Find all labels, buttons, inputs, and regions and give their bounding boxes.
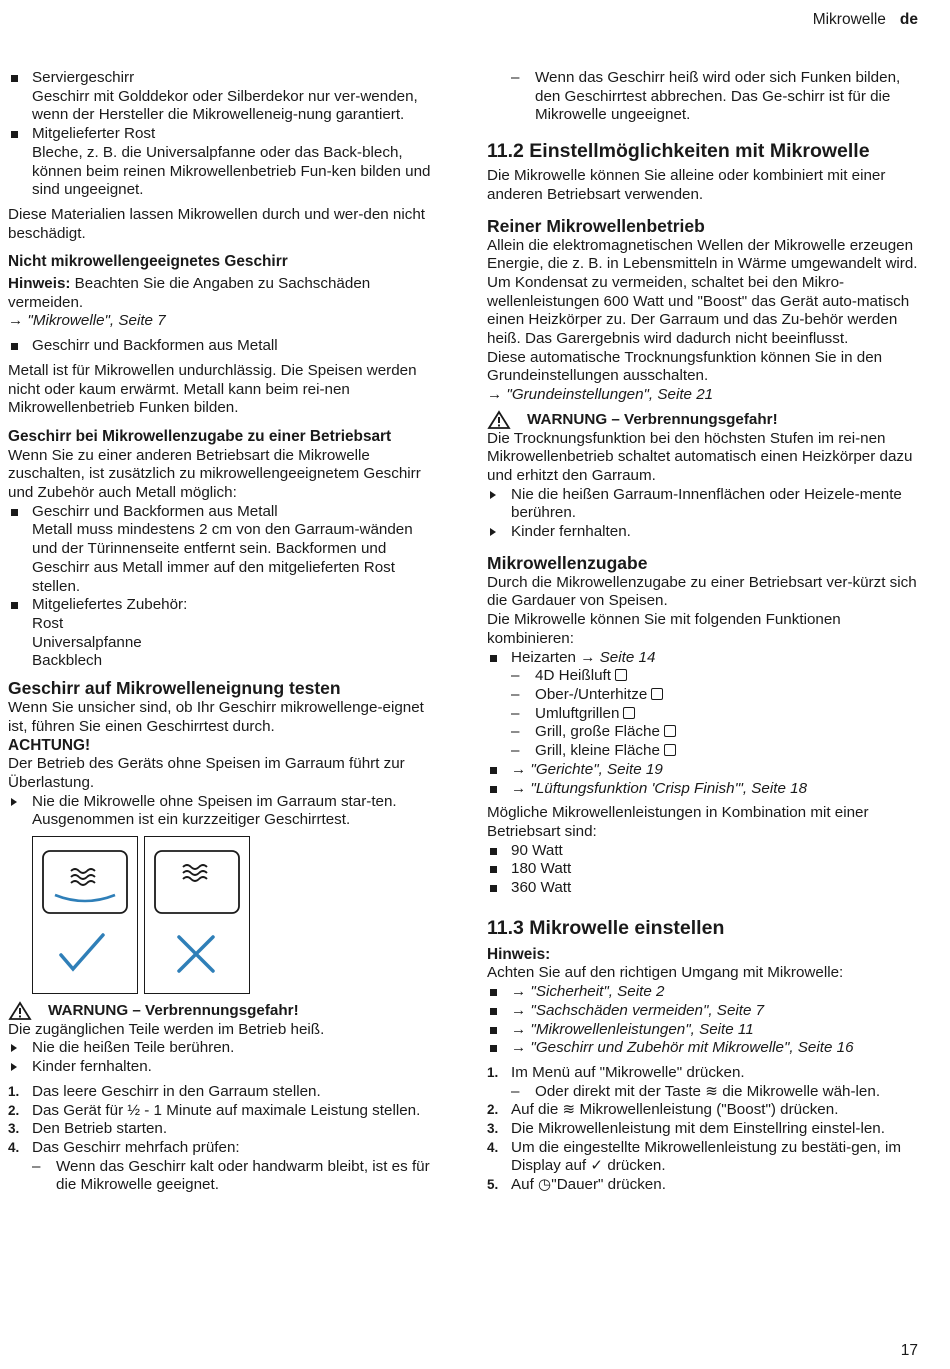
list-item [487,879,919,898]
paragraph: Diese automatische Trocknungsfunktion können Sie in den Grundeinstellungen ausschalten. [487,348,883,385]
step-item [8,1139,440,1158]
microwave-waves-icon: ≋ [705,1082,718,1100]
left-column [8,69,440,1195]
paragraph: Durch die Mikrowellenzugabe zu einer Betriebsart ver-kürzt sich die Gardauer von Speisen. [487,573,917,610]
instruction-item [487,523,919,542]
wattage-value: 360 Watt [511,879,572,897]
arrow-right-icon: → [511,779,531,797]
cross-reference-link[interactable] [8,312,440,331]
cross-reference-link[interactable] [580,649,655,666]
paragraph: Allein die elektromagnetischen Wellen der Mikrowelle erzeugen Energie, die z. B. in Lebensmitteln in Wärme umgewandelt wird. [487,236,918,273]
paragraph: Diese Materialien lassen Mikrowellen durch und wer-den nicht beschädigt. [8,205,426,242]
list-item-text: Geschirr mit Golddekor oder Silberdekor nur ver-wenden, wenn der Hersteller die Mikrowelleneig-nung garantiert. [32,87,418,124]
arrow-right-icon: → [511,760,531,778]
microwave-suitable-icon [33,837,137,993]
warning-triangle-icon [487,410,511,430]
sub-step-item [487,1083,919,1102]
cross-reference-link[interactable] [511,983,919,1002]
warning-title: WARNUNG – Verbrennungsgefahr! [527,410,778,428]
arrow-right-icon: → [511,983,531,1001]
step-number: 5. [487,1177,499,1193]
list-item [487,860,919,879]
list-item [487,842,919,861]
list-item [487,649,919,668]
heating-mode-item [487,667,919,686]
list-item [8,337,440,356]
list-item-title: Mitgelieferter Rost [32,125,156,143]
paragraph: Metall ist für Mikrowellen undurchlässig. Die Speisen werden nicht oder kaum erwärmt. Metall kann beim rei-nen Mikrowellenbetrieb Funken bilden. [8,361,417,417]
step-text: Den Betrieb starten. [32,1120,168,1138]
instruction-text: Nie die heißen Teile berühren. [32,1039,235,1057]
instruction-item [8,1039,440,1058]
top-bottom-heat-icon [651,688,663,700]
page-number: 17 [900,1342,918,1360]
reference-text: "Geschirr und Zubehör mit Mikrowelle", Seite 16 [530,1039,854,1057]
dish-test-figure [8,836,258,996]
list-item [8,503,440,597]
warning-title: WARNUNG – Verbrennungsgefahr! [48,1002,299,1020]
arrow-right-icon: → [487,386,507,404]
step-number: 4. [487,1139,499,1155]
cross-reference-link[interactable] [511,761,919,780]
list-item-title: Mitgeliefertes Zubehör: [32,596,188,614]
arrow-right-icon: → [8,312,28,330]
subsection-heading: Geschirr auf Mikrowelleneignung testen [8,678,341,699]
list-item [8,596,440,671]
instruction-item [487,486,919,523]
arrow-right-icon: → [580,648,600,666]
unsuitable-dish-panel [144,836,250,994]
list-item-text: Geschirr und Backformen aus Metall [32,337,278,355]
reference-text: "Lüftungsfunktion 'Crisp Finish'", Seite 18 [530,779,808,797]
instruction-item [8,1058,440,1077]
heating-mode-label: Umluftgrillen [535,704,620,722]
list-item [8,125,440,200]
paragraph: Wenn Sie zu einer anderen Betriebsart die Mikrowelle zuschalten, ist zusätzlich zu mikrowellengeeignetem Geschirr und Zubehör auch Metall möglich: [8,446,421,502]
section-heading: Geschirr bei Mikrowellenzugabe zu einer Betriebsart [8,427,392,445]
hinweis-label: Hinweis: [487,945,551,963]
arrow-right-icon: → [511,1039,531,1057]
hot-air-4d-icon [615,669,627,681]
step-text: Auf die [511,1101,563,1119]
sub-step-item [487,69,919,125]
step-text: Das leere Geschirr in den Garraum stellen. [32,1082,321,1100]
list-item-text: Metall muss mindestens 2 cm von den Garraum-wänden und der Türinnenseite entfernt sein. Backformen und Geschirr aus Metall immer auf den mitgelieferten Rost stellen. [32,521,413,595]
sub-step-text: – Wenn das Geschirr heiß wird oder sich Funken bilden, den Geschirrtest abbrechen. Das Ge-schirr ist für die Mikrowelle ungeeignet. [535,69,901,124]
step-text: Mikrowellenleistung ("Boost") drücken. [575,1101,839,1119]
step-item [487,1064,919,1083]
heating-mode-item [487,742,919,761]
warning-triangle-icon [8,1001,32,1021]
step-number: 2. [487,1102,499,1118]
sub-step-text: die Mikrowelle wäh-len. [717,1082,881,1100]
list-item [487,1002,919,1021]
step-item [487,1120,919,1139]
reference-text: "Grundeinstellungen", Seite 21 [506,386,714,404]
reference-text: "Gerichte", Seite 19 [530,760,663,778]
fan-grill-icon [623,707,635,719]
paragraph: Um Kondensat zu vermeiden, schaltet bei den Mikro-wellenleistungen 600 Watt und "Boost" das Gerät auto-matisch einen Heizkörper zu. Der Garraum und das Zu-behör werden heiß. Das Garergebnis wird dadurch nicht beeinflusst. [487,273,910,348]
list-item [487,761,919,780]
list-item-text: Heizarten [511,648,581,666]
wattage-value: 180 Watt [511,860,572,878]
grill-large-icon [664,725,676,737]
chapter-heading: 11.3 Mikrowelle einstellen [487,916,725,939]
paragraph: Die Mikrowelle können Sie alleine oder kombiniert mit einer anderen Betriebsart verwenden. [487,167,886,203]
heating-mode-label: Grill, große Fläche [535,723,660,741]
step-number: 1. [8,1083,20,1099]
cross-reference-link[interactable] [511,1002,919,1021]
page-header [813,11,918,30]
step-item [487,1101,919,1120]
step-text: Um die eingestellte Mikrowellenleistung zu bestäti-gen, im Display auf [511,1138,901,1175]
hinweis-text: Beachten Sie die Angaben zu Sachschäden vermeiden. [8,275,371,311]
step-item [8,1102,440,1121]
step-number: 1. [487,1064,499,1080]
caution-label: ACHTUNG! [8,736,91,754]
header-language: de [899,11,918,28]
timer-icon: ◷ [538,1176,552,1194]
step-text: "Dauer" drücken. [551,1176,666,1194]
step-text: Auf [511,1176,539,1194]
instruction-text: Kinder fernhalten. [32,1058,152,1076]
list-item-text: Bleche, z. B. die Universalpfanne oder das Back-blech, können beim reinen Mikrowellenbetrieb Fun-ken bilden und sind ungeeignet. [32,143,431,199]
list-item [487,1039,919,1058]
wattage-value: 90 Watt [511,841,563,859]
reference-text: "Mikrowellenleistungen", Seite 11 [530,1020,754,1038]
step-item [487,1139,919,1176]
heating-mode-label: Ober-/Unterhitze [535,685,648,703]
list-item-title: Geschirr und Backformen aus Metall [32,502,278,520]
grill-small-icon [664,744,676,756]
sub-step-text: – Wenn das Geschirr kalt oder handwarm bleibt, ist es für die Mikrowelle geeignet. [56,1157,430,1194]
chapter-heading: 11.2 Einstellmöglichkeiten mit Mikrowelle [487,140,870,163]
section-heading: Nicht mikrowellengeeignetes Geschirr [8,253,288,271]
cross-reference-link[interactable] [511,1021,919,1040]
subsection-heading: Reiner Mikrowellenbetrieb [487,215,705,236]
suitable-dish-panel [32,836,138,994]
paragraph: Achten Sie auf den richtigen Umgang mit Mikrowelle: [487,964,844,982]
step-number: 4. [8,1139,20,1155]
sub-step-text: Oder direkt mit der Taste [535,1082,706,1100]
step-number: 3. [8,1121,20,1137]
list-item-title: Serviergeschirr [32,69,135,86]
step-text: Das Geschirr mehrfach prüfen: [32,1138,240,1156]
cross-reference-link[interactable] [511,780,919,799]
reference-text: "Sachschäden vermeiden", Seite 7 [530,1001,765,1019]
cross-reference-link[interactable] [511,1039,919,1058]
paragraph: Der Betrieb des Geräts ohne Speisen im Garraum führt zur Überlastung. [8,755,405,791]
list-item [487,1021,919,1040]
step-text: drücken. [603,1157,666,1175]
paragraph: Wenn Sie unsicher sind, ob Ihr Geschirr mikrowellenge-eignet ist, führen Sie einen Geschirrtest durch. [8,699,424,735]
hinweis-label: Hinweis: [8,275,71,293]
paragraph: Mögliche Mikrowellenleistungen in Kombination mit einer Betriebsart sind: [487,804,869,840]
list-item [8,69,440,125]
step-text: Das Gerät für ½ - 1 Minute auf maximale Leistung stellen. [32,1101,421,1119]
instruction-text: Kinder fernhalten. [511,523,631,541]
list-item [487,780,919,799]
heating-mode-label: 4D Heißluft [535,667,611,685]
header-title: Mikrowelle [812,11,886,28]
paragraph: Die Mikrowelle können Sie mit folgenden Funktionen kombinieren: [487,611,841,647]
warning-heading [487,411,919,430]
subsection-heading: Mikrowellenzugabe [487,552,648,573]
accessory-item: Universalpfanne [32,633,142,651]
instruction-item [8,793,440,830]
step-item [487,1176,919,1195]
heating-mode-item [487,723,919,742]
step-number: 2. [8,1102,20,1118]
reference-text: Seite 14 [599,648,656,666]
step-text: Im Menü auf "Mikrowelle" drücken. [511,1063,745,1081]
accessory-item: Rost [32,614,64,632]
hinweis-paragraph [8,275,440,312]
microwave-waves-icon: ≋ [562,1101,576,1119]
accessory-item: Backblech [32,652,103,670]
reference-text: "Sicherheit", Seite 2 [530,983,665,1001]
cross-reference-link[interactable] [487,386,919,405]
paragraph: Die Trocknungsfunktion bei den höchsten Stufen im rei-nen Mikrowellenbetrieb schaltet automatisch einen Heizkörper dazu und erhitzt den Garraum. [487,429,913,484]
warning-heading [8,1002,440,1021]
step-number: 3. [487,1121,499,1137]
reference-text: "Mikrowelle", Seite 7 [27,312,166,330]
arrow-right-icon: → [511,1001,531,1019]
sub-step-item [8,1158,440,1195]
paragraph: Die zugänglichen Teile werden im Betrieb heiß. [8,1020,325,1038]
checkmark-icon: ✓ [590,1157,604,1175]
heating-mode-item [487,705,919,724]
heating-mode-item [487,686,919,705]
right-column [487,69,919,1195]
step-item [8,1083,440,1102]
microwave-unsuitable-icon [145,837,249,993]
instruction-text: Nie die Mikrowelle ohne Speisen im Garraum star-ten. Ausgenommen ist ein kurzzeitiger Geschirrtest. [32,792,397,829]
arrow-right-icon: → [511,1020,531,1038]
step-text: Die Mikrowellenleistung mit dem Einstellring einstel-len. [511,1120,885,1138]
instruction-text: Nie die heißen Garraum-Innenflächen oder Heizele-mente berühren. [511,485,902,522]
step-item [8,1120,440,1139]
list-item [487,983,919,1002]
heating-mode-label: Grill, kleine Fläche [535,742,660,760]
